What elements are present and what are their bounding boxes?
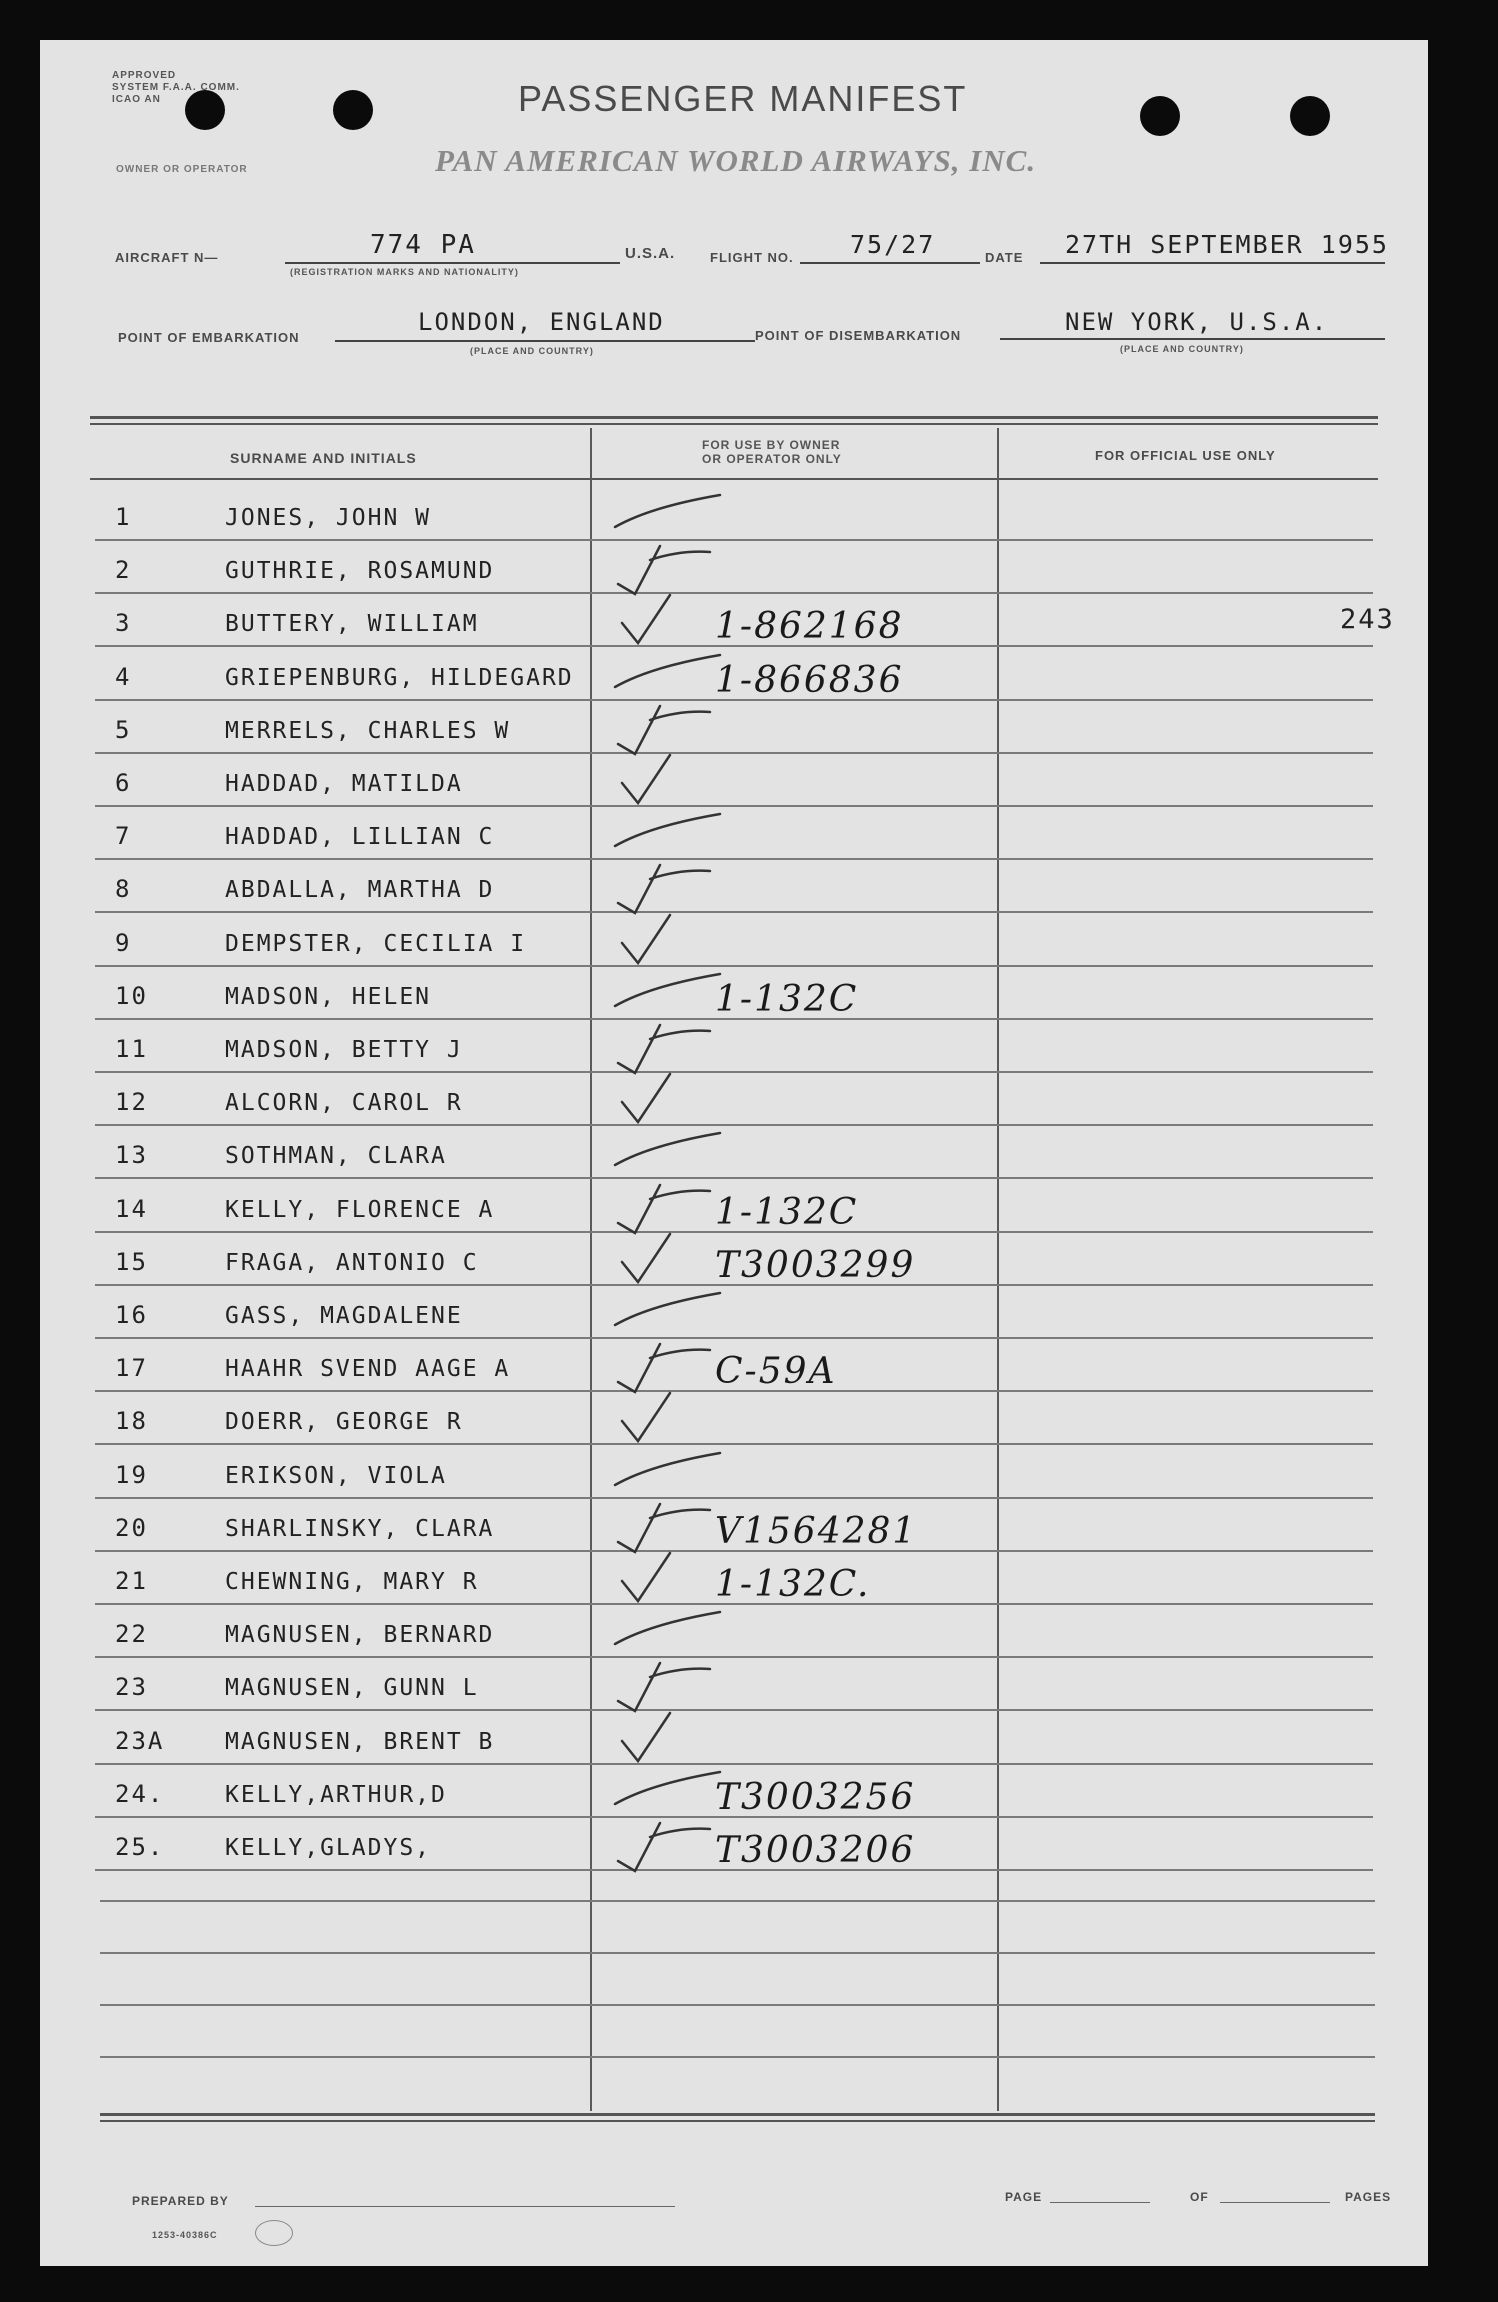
ticket-number: T3003299 <box>715 1244 916 1286</box>
passenger-name: MAGNUSEN, BRENT B <box>225 1728 495 1755</box>
row-number: 9 <box>115 928 132 957</box>
check-mark-icon <box>610 806 730 862</box>
row-number: 8 <box>115 875 132 904</box>
check-mark-icon <box>610 593 730 649</box>
disembark-underline <box>1000 338 1385 340</box>
table-bottom-rule-2 <box>100 2120 1375 2122</box>
official-use-value: 243 <box>1340 604 1395 636</box>
passenger-name: CHEWNING, MARY R <box>225 1569 479 1595</box>
row-number: 11 <box>115 1035 148 1063</box>
table-row <box>95 1765 1373 1818</box>
check-mark-icon <box>610 1445 730 1501</box>
col-header-name: SURNAME AND INITIALS <box>230 450 417 466</box>
aircraft-value: 774 PA <box>370 230 476 260</box>
owner-label: OWNER OR OPERATOR <box>116 164 248 175</box>
of-label: OF <box>1190 2190 1209 2204</box>
ticket-number: V1564281 <box>715 1510 918 1552</box>
check-mark-icon <box>610 1764 730 1820</box>
passenger-name: HADDAD, MATILDA <box>225 771 463 797</box>
col-header-official: FOR OFFICIAL USE ONLY <box>1095 448 1276 463</box>
check-mark-icon <box>610 1125 730 1181</box>
of-line <box>1220 2202 1330 2203</box>
row-number: 1 <box>115 503 132 531</box>
row-number: 16 <box>115 1301 148 1329</box>
punch-hole <box>1140 96 1180 136</box>
row-number: 17 <box>115 1354 148 1383</box>
form-code: 1253-40386C <box>152 2230 218 2240</box>
page-line <box>1050 2202 1150 2203</box>
check-mark-icon <box>610 540 730 596</box>
table-row <box>95 1339 1373 1392</box>
approval-line-2: SYSTEM F.A.A. COMM. <box>112 82 240 93</box>
disembark-value: NEW YORK, U.S.A. <box>1065 308 1329 336</box>
check-mark-icon <box>610 1179 730 1235</box>
table-row <box>95 1818 1373 1871</box>
check-mark-icon <box>610 1817 730 1873</box>
approval-line-1: APPROVED <box>112 70 177 81</box>
row-number: 22 <box>115 1620 148 1649</box>
row-number: 5 <box>115 715 132 744</box>
row-number: 24. <box>115 1779 165 1808</box>
check-mark-icon <box>610 487 730 543</box>
row-number: 23 <box>115 1673 148 1702</box>
row-number: 21 <box>115 1567 148 1595</box>
passenger-name: SHARLINSKY, CLARA <box>225 1515 495 1542</box>
table-row <box>95 1392 1373 1445</box>
passenger-name: ALCORN, CAROL R <box>225 1090 463 1117</box>
blank-row-line <box>100 1900 1375 1902</box>
ticket-number: C-59A <box>715 1351 837 1393</box>
nationality: U.S.A. <box>625 245 676 262</box>
table-row <box>95 807 1373 860</box>
passenger-name: MAGNUSEN, BERNARD <box>225 1622 495 1649</box>
row-number: 13 <box>115 1141 148 1170</box>
prepared-by-line <box>255 2206 675 2207</box>
registration-sub: (REGISTRATION MARKS AND NATIONALITY) <box>290 267 519 277</box>
passenger-name: KELLY,GLADYS, <box>225 1835 432 1861</box>
table-row <box>95 594 1395 648</box>
passenger-name: HAAHR SVEND AAGE A <box>225 1356 511 1383</box>
manifest-sheet <box>40 40 1428 2266</box>
row-number: 25. <box>115 1833 165 1861</box>
aircraft-underline <box>285 262 620 264</box>
passenger-name: SOTHMAN, CLARA <box>225 1143 447 1170</box>
blank-row-line <box>100 2056 1375 2058</box>
passenger-name: KELLY,ARTHUR,D <box>225 1781 447 1808</box>
row-number: 3 <box>115 609 132 638</box>
table-row <box>95 541 1373 594</box>
embark-label: POINT OF EMBARKATION <box>118 330 300 345</box>
blank-row-line <box>100 1952 1375 1954</box>
row-number: 14 <box>115 1194 148 1223</box>
row-number: 4 <box>115 662 132 691</box>
check-mark-icon <box>610 913 730 969</box>
table-row <box>95 1286 1373 1339</box>
table-row <box>95 1126 1373 1179</box>
row-number: 18 <box>115 1407 148 1436</box>
table-row <box>95 1020 1373 1073</box>
table-header-rule <box>90 478 1378 480</box>
date-value: 27TH SEPTEMBER 1955 <box>1065 230 1389 259</box>
check-mark-icon <box>610 1604 730 1660</box>
blank-row-line <box>100 2004 1375 2006</box>
table-row <box>95 1552 1373 1605</box>
table-bottom-rule <box>100 2113 1375 2116</box>
table-top-rule-2 <box>90 423 1378 425</box>
embark-sub: (PLACE AND COUNTRY) <box>470 346 594 356</box>
table-row <box>95 967 1373 1020</box>
table-row <box>95 701 1373 754</box>
ticket-number: 1-862168 <box>715 606 904 648</box>
date-label: DATE <box>985 250 1024 265</box>
table-row <box>95 1658 1373 1711</box>
row-number: 2 <box>115 556 132 585</box>
passenger-name: MADSON, HELEN <box>225 983 432 1010</box>
passenger-name: GRIEPENBURG, HILDEGARD <box>225 664 574 691</box>
punch-hole <box>333 90 373 130</box>
table-row <box>95 1446 1373 1499</box>
pages-label: PAGES <box>1345 2190 1392 2204</box>
flight-underline <box>800 262 980 264</box>
row-number: 6 <box>115 769 132 797</box>
passenger-name: GUTHRIE, ROSAMUND <box>225 558 495 585</box>
disembark-label: POINT OF DISEMBARKATION <box>755 328 962 343</box>
check-mark-icon <box>610 1019 730 1075</box>
ticket-number: 1-866836 <box>715 659 904 701</box>
row-number: 10 <box>115 981 148 1010</box>
check-mark-icon <box>610 1285 730 1341</box>
printer-union-mark <box>255 2220 293 2246</box>
ticket-number: 1-132C. <box>715 1564 871 1605</box>
check-mark-icon <box>610 1072 730 1128</box>
table-row <box>95 488 1373 541</box>
row-number: 23A <box>115 1726 165 1755</box>
check-mark-icon <box>610 1711 730 1767</box>
ticket-number: 1-132C <box>715 1191 859 1233</box>
table-top-rule <box>90 416 1378 419</box>
passenger-name: MADSON, BETTY J <box>225 1037 463 1063</box>
page-title: PASSENGER MANIFEST <box>518 78 968 119</box>
approval-line-3: ICAO AN <box>112 94 161 105</box>
check-mark-icon <box>610 966 730 1022</box>
table-row <box>95 648 1373 701</box>
embark-value: LONDON, ENGLAND <box>418 308 665 336</box>
ticket-number: 1-132C <box>715 978 859 1020</box>
passenger-name: FRAGA, ANTONIO C <box>225 1249 479 1276</box>
table-row <box>95 1499 1373 1552</box>
passenger-name: HADDAD, LILLIAN C <box>225 824 495 851</box>
passenger-name: KELLY, FLORENCE A <box>225 1196 495 1223</box>
passenger-name: ERIKSON, VIOLA <box>225 1462 447 1489</box>
ticket-number: T3003256 <box>715 1776 916 1818</box>
check-mark-icon <box>610 859 730 915</box>
col-header-owner-1: FOR USE BY OWNER <box>702 438 841 452</box>
page-label: PAGE <box>1005 2190 1043 2204</box>
row-number: 12 <box>115 1088 148 1117</box>
operator-name: PAN AMERICAN WORLD AIRWAYS, INC. <box>435 143 1037 178</box>
embark-underline <box>335 340 755 342</box>
passenger-name: MERRELS, CHARLES W <box>225 717 511 744</box>
prepared-by-label: PREPARED BY <box>132 2194 229 2208</box>
col-header-owner-2: OR OPERATOR ONLY <box>702 452 842 466</box>
check-mark-icon <box>610 1338 730 1394</box>
row-number: 7 <box>115 822 132 851</box>
check-mark-icon <box>610 1232 730 1288</box>
passenger-name: BUTTERY, WILLIAM <box>225 611 479 638</box>
row-number: 20 <box>115 1513 148 1542</box>
check-mark-icon <box>610 1498 730 1554</box>
check-mark-icon <box>610 1551 730 1607</box>
flight-label: FLIGHT NO. <box>710 250 794 265</box>
passenger-name: JONES, JOHN W <box>225 505 432 531</box>
table-row <box>95 914 1373 967</box>
passenger-name: DOERR, GEORGE R <box>225 1409 463 1436</box>
passenger-name: DEMPSTER, CECILIA I <box>225 930 527 957</box>
check-mark-icon <box>610 1391 730 1447</box>
check-mark-icon <box>610 753 730 809</box>
table-row <box>95 1180 1373 1233</box>
aircraft-label: AIRCRAFT N— <box>115 250 219 265</box>
punch-hole <box>1290 96 1330 136</box>
check-mark-icon <box>610 1657 730 1713</box>
disembark-sub: (PLACE AND COUNTRY) <box>1120 344 1244 354</box>
passenger-name: GASS, MAGDALENE <box>225 1303 463 1329</box>
date-underline <box>1040 262 1385 264</box>
check-mark-icon <box>610 700 730 756</box>
punch-hole <box>185 90 225 130</box>
table-row <box>95 1073 1373 1126</box>
table-row <box>95 1712 1373 1765</box>
passenger-name: ABDALLA, MARTHA D <box>225 877 495 904</box>
ticket-number: T3003206 <box>715 1830 916 1871</box>
passenger-name: MAGNUSEN, GUNN L <box>225 1675 479 1702</box>
table-row <box>95 860 1373 913</box>
table-row <box>95 754 1373 807</box>
row-number: 19 <box>115 1460 148 1489</box>
table-row <box>95 1233 1373 1286</box>
flight-value: 75/27 <box>850 230 936 259</box>
check-mark-icon <box>610 647 730 703</box>
row-number: 15 <box>115 1247 148 1276</box>
table-row <box>95 1605 1373 1658</box>
